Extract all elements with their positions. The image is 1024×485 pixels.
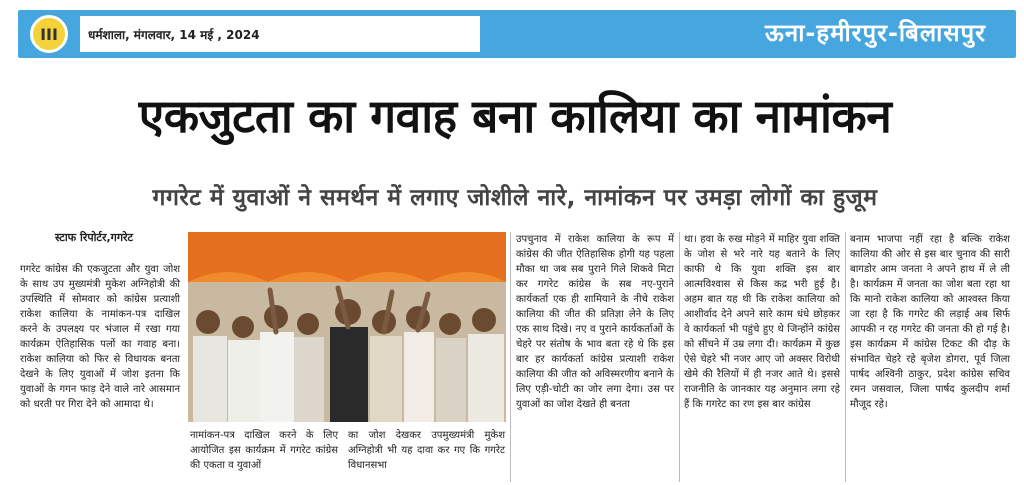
column-text: था। हवा के रुख मोड़ने में माहिर युवा शक्ति के जोश से भरे नारे यह बताने के लिए काफी थे कि युवा शक्ति इस बार आत्मविश्वास से किस कद्र भरी हुई है। अहम बात यह थी कि राकेश कालिया को आशीर्वाद देने अपने सारे काम धंधे छोड़कर वे कार्यकर्ता भी पहुंचे हुए थे जिन्होंने कांग्रेस को सींचने में उम्र लगा दी। कार्यक्रम में कुछ ऐसे चेहरे भी नजर आए जो अक्सर विरोधी खेमे की रैलियों में ही नजर आते थे। इससे राजनीति के जानकार यह अनुमान लगा रहे हैं कि गगरेट का रण इस बार कांग्रेस bbox=[684, 234, 840, 410]
page-number-badge: III bbox=[30, 15, 68, 53]
column-divider bbox=[845, 232, 846, 482]
column-text: उपचुनाव में राकेश कालिया के रूप में कांग्रेस की जीत ऐतिहासिक होगी यह पहला मौका था जब सब पुराने गिले शिकवे मिटा कर गगरेट कांग्रेस के सब नए-पुराने कार्यकर्ता एक ही शामियाने के नीचे राकेश कालिया की जीत की प्रतिज्ञा लेने के लिए एक साथ दिखे। नए व पुराने कार्यकर्ताओं के चेहरे पर संतोष के भाव बता रहे थे कि इस बार हर कार्यकर्ता कांग्रेस प्रत्याशी राकेश कालिया की जीत को अविस्मरणीय बनाने के लिए एड़ी-चोटी का जोर लगा देगा। उस पर युवाओं का जोश देखते ही बनता bbox=[516, 234, 674, 410]
subheadline: गगरेट में युवाओं ने समर्थन में लगाए जोशीले नारे, नामांकन पर उमड़ा लोगों का हुजूम bbox=[152, 185, 878, 211]
page-header-band bbox=[18, 10, 1016, 58]
column-text: बनाम भाजपा नहीं रहा है बल्कि राकेश कालिया की ओर से इस बार चुनाव की सारी बागडोर आम जनता ने अपने हाथ में ले ली है। कार्यक्रम में जनता का जोश बता रहा था कि मानो राकेश कालिया को आश्वस्त किया जा रहा है कि गगरेट की लड़ाई अब सिर्फ आपकी न रह गगरेट की जनता की हो गई है। इस कार्यक्रम में कांग्रेस टिकट की दौड़ के संभावित चेहरे रहे बृजेश डोगरा, पूर्व जिला पार्षद अश्विनी ठाकुर, प्रदेश कांग्रेस सचिव रमन जसवाल, जिला पार्षद कुलदीप शर्मा मौजूद रहे। bbox=[850, 234, 1010, 410]
dateline: धर्मशाला, मंगलवार, 14 मई , 2024 bbox=[80, 16, 480, 52]
column-text: का जोश देखकर उपमुख्यमंत्री मुकेश अग्निहोत्री भी यह दावा कर गए कि गगरेट विधानसभा bbox=[348, 430, 505, 471]
article-column-3 bbox=[348, 428, 505, 473]
article-column-2 bbox=[190, 428, 338, 473]
byline: स्टाफ रिपोर्टर,गगरेट bbox=[55, 231, 134, 244]
column-divider bbox=[510, 232, 511, 482]
article-column-4 bbox=[516, 232, 674, 412]
headline: एकजुटता का गवाह बना कालिया का नामांकन bbox=[138, 89, 892, 143]
news-photo bbox=[188, 232, 506, 422]
crowd-photo-icon bbox=[188, 232, 506, 422]
column-text: गगरेट कांग्रेस की एकजुटता और युवा जोश के साथ उप मुख्यमंत्री मुकेश अग्निहोत्री की उपस्थिति में सोमवार को कांग्रेस प्रत्याशी राकेश कालिया के नामांकन-पत्र दाखिल करने के उपलक्ष्य पर भंजाल में रखा गया कार्यक्रम ऐतिहासिक पलों का गवाह बना। राकेश कालिया को फिर से विधायक बनता देखने के लिए युवाओं में जोश इतना कि युवाओं के गगन फाड़ देने वाले नारे आसमान को धरती पर गिरा देने को आमादा थे। bbox=[20, 264, 180, 410]
article-column-1 bbox=[20, 262, 180, 412]
column-text: नामांकन-पत्र दाखिल करने के लिए आयोजित इस कार्यक्रम में गगरेट कांग्रेस की एकता व युवाओं bbox=[190, 430, 338, 471]
article-column-5 bbox=[684, 232, 840, 412]
column-divider bbox=[679, 232, 680, 482]
section-title: ऊना-हमीरपुर-बिलासपुर bbox=[765, 19, 986, 47]
article-column-6 bbox=[850, 232, 1010, 412]
